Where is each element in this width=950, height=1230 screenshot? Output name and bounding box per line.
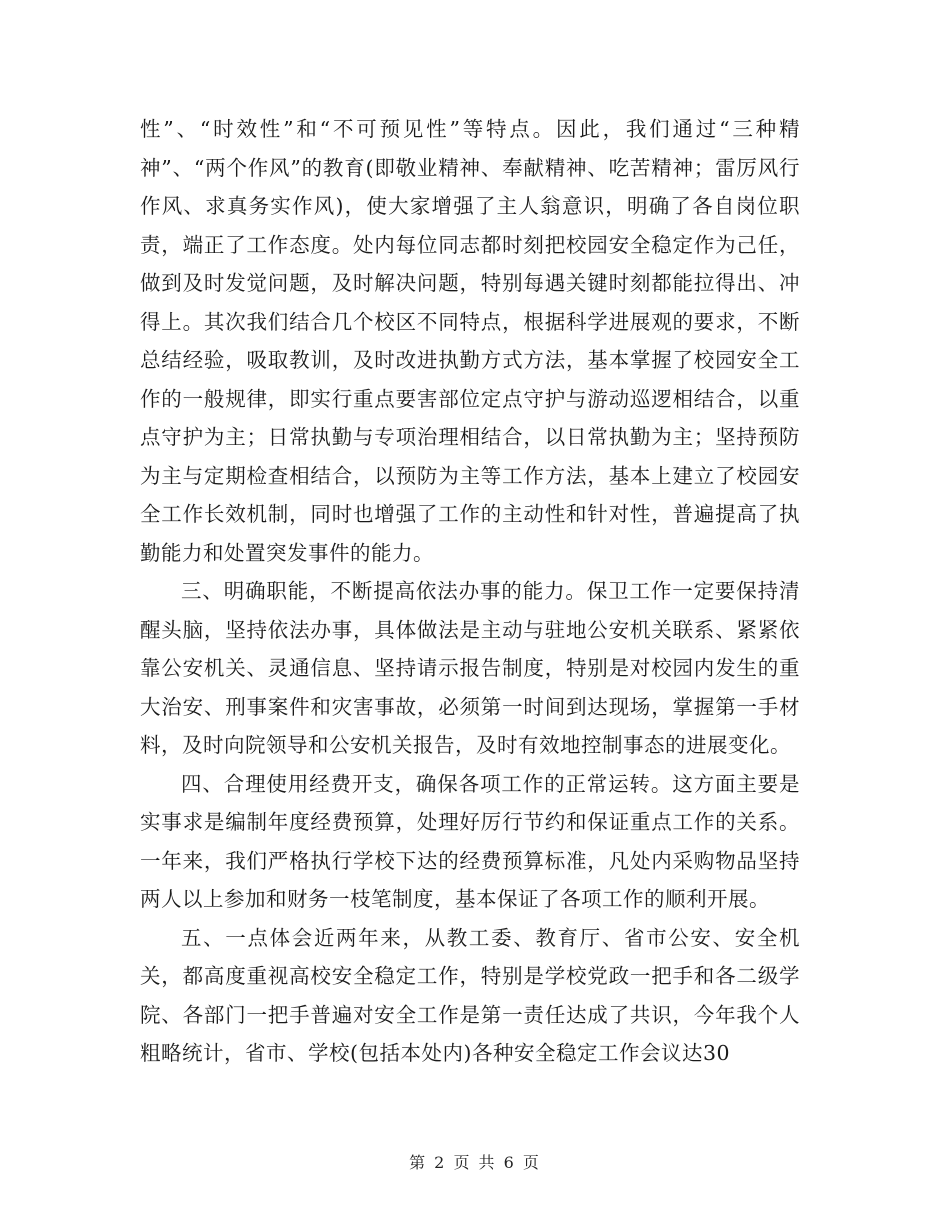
page-number-footer: 第 2 页 共 6 页 xyxy=(409,1153,541,1172)
paragraph-section-three: 三、明确职能，不断提高依法办事的能力。保卫工作一定要保持清醒头脑，坚持依法办事，具体做法是主动与驻地公安机关联系、紧紧依靠公安机关、灵通信息、坚持请示报告制度，特别是对校园内发生的重大治安、刑事案件和灾害事故，必须第一时间到达现场，掌握第一手材料，及时向院领导和公安机关报告，及时有效地控制事态的进展变化。 xyxy=(140,579,800,757)
paragraph-continuation: 性”、“时效性”和“不可预见性”等特点。因此，我们通过“三种精神”、“两个作风”的教育(即敬业精神、奉献精神、吃苦精神；雷厉风行作风、求真务实作风)，使大家增强了主人翁意识，明确了各自岗位职责，端正了工作态度。处内每位同志都时刻把校园安全稳定作为己任，做到及时发觉问题，及时解决问题，特别每遇关键时刻都能拉得出、冲得上。其次我们结合几个校区不同特点，根据科学进展观的要求，不断总结经验，吸取教训，及时改进执勤方式方法，基本掌握了校园安全工作的一般规律，即实行重点要害部位定点守护与游动巡逻相结合，以重点守护为主；日常执勤与专项治理相结合，以日常执勤为主；坚持预防为主与定期检查相结合，以预防为主等工作方法，基本上建立了校园安全工作长效机制，同时也增强了工作的主动性和针对性，普遍提高了执勤能力和处置突发事件的能力。 xyxy=(140,117,800,565)
document-body xyxy=(140,110,800,1073)
paragraph-section-four: 四、合理使用经费开支，确保各项工作的正常运转。这方面主要是实事求是编制年度经费预算，处理好厉行节约和保证重点工作的关系。一年来，我们严格执行学校下达的经费预算标准，凡处内采购物品坚持两人以上参加和财务一枝笔制度，基本保证了各项工作的顺利开展。 xyxy=(140,771,800,911)
paragraph-section-five: 五、一点体会近两年来，从教工委、教育厅、省市公安、安全机关，都高度重视高校安全稳定工作，特别是学校党政一把手和各二级学院、各部门一把手普遍对安全工作是第一责任达成了共识，今年我个人粗略统计，省市、学校(包括本处内)各种安全稳定工作会议达30 xyxy=(140,925,800,1065)
